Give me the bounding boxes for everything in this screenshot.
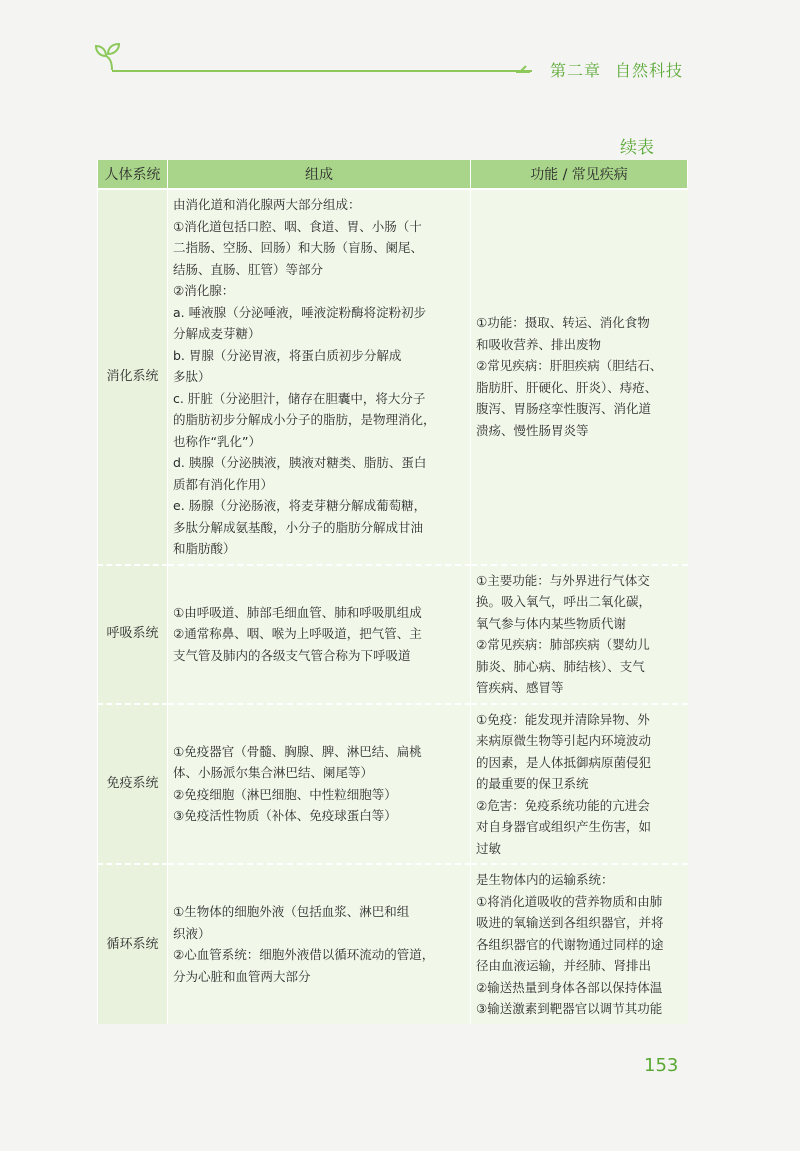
function-line: 各组织器官的代谢物通过同样的途 <box>476 936 664 952</box>
composition-line: ②免疫细胞（淋巴细胞、中性粒细胞等） <box>173 786 397 802</box>
function-line: 管疾病、感冒等 <box>476 680 564 695</box>
composition-line: ②消化腺： <box>173 283 235 298</box>
header-function: 功能 / 常见疾病 <box>471 160 688 189</box>
composition-line: 的脂肪初步分解成小分子的脂肪，是物理消化， <box>173 412 436 427</box>
composition-line: 和脂肪酸） <box>173 541 236 556</box>
composition-line: ①由呼吸道、肺部毛细血管、肺和呼吸肌组成 <box>173 604 422 620</box>
function-line: 是生物体内的运输系统： <box>476 872 614 887</box>
composition-line: ①免疫器官（骨髓、胸腺、脾、淋巴结、扁桃 <box>173 743 422 759</box>
function-line: 过敏 <box>476 840 502 856</box>
function-line: 溃疡、慢性肠胃炎等 <box>476 422 589 438</box>
function-line: 吸进的氧输送到各组织器官，并将 <box>476 915 664 930</box>
page-header <box>0 0 800 100</box>
chapter-title <box>550 58 683 81</box>
table-body <box>98 189 688 1024</box>
continued-label: 续表 <box>620 138 654 158</box>
composition-line: ②通常称鼻、咽、喉为上呼吸道，把气管、主 <box>173 626 422 642</box>
composition-cell <box>168 704 471 865</box>
composition-line: ②心血管系统：细胞外液借以循环流动的管道， <box>173 947 435 963</box>
function-cell <box>471 565 688 704</box>
header-rule <box>112 70 532 72</box>
function-cell <box>471 864 688 1024</box>
chapter-number: 第二章 <box>550 61 602 80</box>
composition-line: 织液） <box>173 925 211 941</box>
table-row <box>98 189 688 565</box>
composition-line: c. 肝脏（分泌胆汁，储存在胆囊中，将大分子 <box>173 390 426 406</box>
chapter-subject: 自然科技 <box>615 61 684 80</box>
header-tick-icon <box>516 64 530 74</box>
function-line: ②危害：免疫系统功能的亢进会 <box>476 797 650 813</box>
function-line: 氧气参与体内某些物质代谢 <box>476 615 627 631</box>
sprout-icon <box>92 40 122 70</box>
system-name-cell: 循环系统 <box>98 864 168 1024</box>
function-line: ③输送激素到靶器官以调节其功能 <box>476 1001 663 1016</box>
composition-line: 由消化道和消化腺两大部分组成： <box>173 197 361 212</box>
function-line: 径由血液运输，并经肺、肾排出 <box>476 958 652 973</box>
composition-line: 多肽分解成氨基酸，小分子的脂肪分解成甘油 <box>173 519 424 535</box>
function-line: ②常见疾病：肝胆疾病（胆结石、 <box>476 358 663 374</box>
function-line: 的因素，是人体抵御病原菌侵犯 <box>476 754 652 770</box>
composition-line: 分为心脏和血管两大部分 <box>173 968 311 984</box>
table-header-row <box>98 160 688 189</box>
composition-line: 也称作“乳化”） <box>173 433 261 449</box>
function-line: 来病原微生物等引起内环境波动 <box>476 733 652 748</box>
table-row <box>98 864 688 1024</box>
system-name-cell: 消化系统 <box>98 189 168 565</box>
composition-line: 分解成麦芽糖） <box>173 326 261 341</box>
systems-table <box>97 160 687 1024</box>
function-line: 的最重要的保卫系统 <box>476 776 589 791</box>
composition-cell <box>168 189 471 565</box>
composition-line: ①消化道包括口腔、咽、食道、胃、小肠（十 <box>173 218 422 234</box>
table-row <box>98 565 688 704</box>
function-line: ①免疫：能发现并清除异物、外 <box>476 711 650 727</box>
function-line: ①主要功能：与外界进行气体交 <box>476 572 650 588</box>
function-cell <box>471 704 688 865</box>
page-number: 153 <box>644 1055 679 1076</box>
function-line: 腹泻、胃肠痉挛性腹泻、消化道 <box>476 401 652 417</box>
composition-cell <box>168 565 471 704</box>
composition-line: b. 胃腺（分泌胃液，将蛋白质初步分解成 <box>173 347 402 363</box>
function-line: 换。吸入氧气，呼出二氧化碳， <box>476 594 652 609</box>
function-cell <box>471 189 688 565</box>
function-line: 脂肪肝、肝硬化、肝炎）、痔疮、 <box>476 379 658 395</box>
function-line: ①功能：摄取、转运、消化食物 <box>476 315 650 331</box>
composition-line: 结肠、直肠、肛管）等部分 <box>173 261 324 277</box>
function-line: ②常见疾病：肺部疾病（婴幼儿 <box>476 637 650 652</box>
system-name-cell: 呼吸系统 <box>98 565 168 704</box>
composition-cell <box>168 864 471 1024</box>
composition-line: 质都有消化作用） <box>173 476 274 492</box>
function-line: ①将消化道吸收的营养物质和由肺 <box>476 893 663 909</box>
composition-line: a. 唾液腺（分泌唾液，唾液淀粉酶将淀粉初步 <box>173 304 427 320</box>
composition-line: 多肽） <box>173 369 211 384</box>
composition-line: d. 胰腺（分泌胰液，胰液对糖类、脂肪、蛋白 <box>173 455 427 470</box>
function-line: ②输送热量到身体各部以保持体温 <box>476 979 663 995</box>
composition-line: 支气管及肺内的各级支气管合称为下呼吸道 <box>173 647 411 663</box>
composition-line: ①生物体的细胞外液（包括血浆、淋巴和组 <box>173 904 410 920</box>
table-row <box>98 704 688 865</box>
composition-line: ③免疫活性物质（补体、免疫球蛋白等） <box>173 808 397 824</box>
header-system: 人体系统 <box>98 160 168 189</box>
function-line: 肺炎、肺心病、肺结核）、支气 <box>476 658 645 674</box>
composition-line: e. 肠腺（分泌肠液，将麦芽糖分解成葡萄糖， <box>173 498 427 513</box>
system-name-cell: 免疫系统 <box>98 704 168 865</box>
composition-line: 二指肠、空肠、回肠）和大肠（盲肠、阑尾、 <box>173 240 424 255</box>
header-composition: 组成 <box>168 160 471 189</box>
function-line: 对自身器官或组织产生伤害，如 <box>476 819 652 834</box>
function-line: 和吸收营养、排出废物 <box>476 336 602 352</box>
composition-line: 体、小肠派尔集合淋巴结、阑尾等） <box>173 765 374 781</box>
